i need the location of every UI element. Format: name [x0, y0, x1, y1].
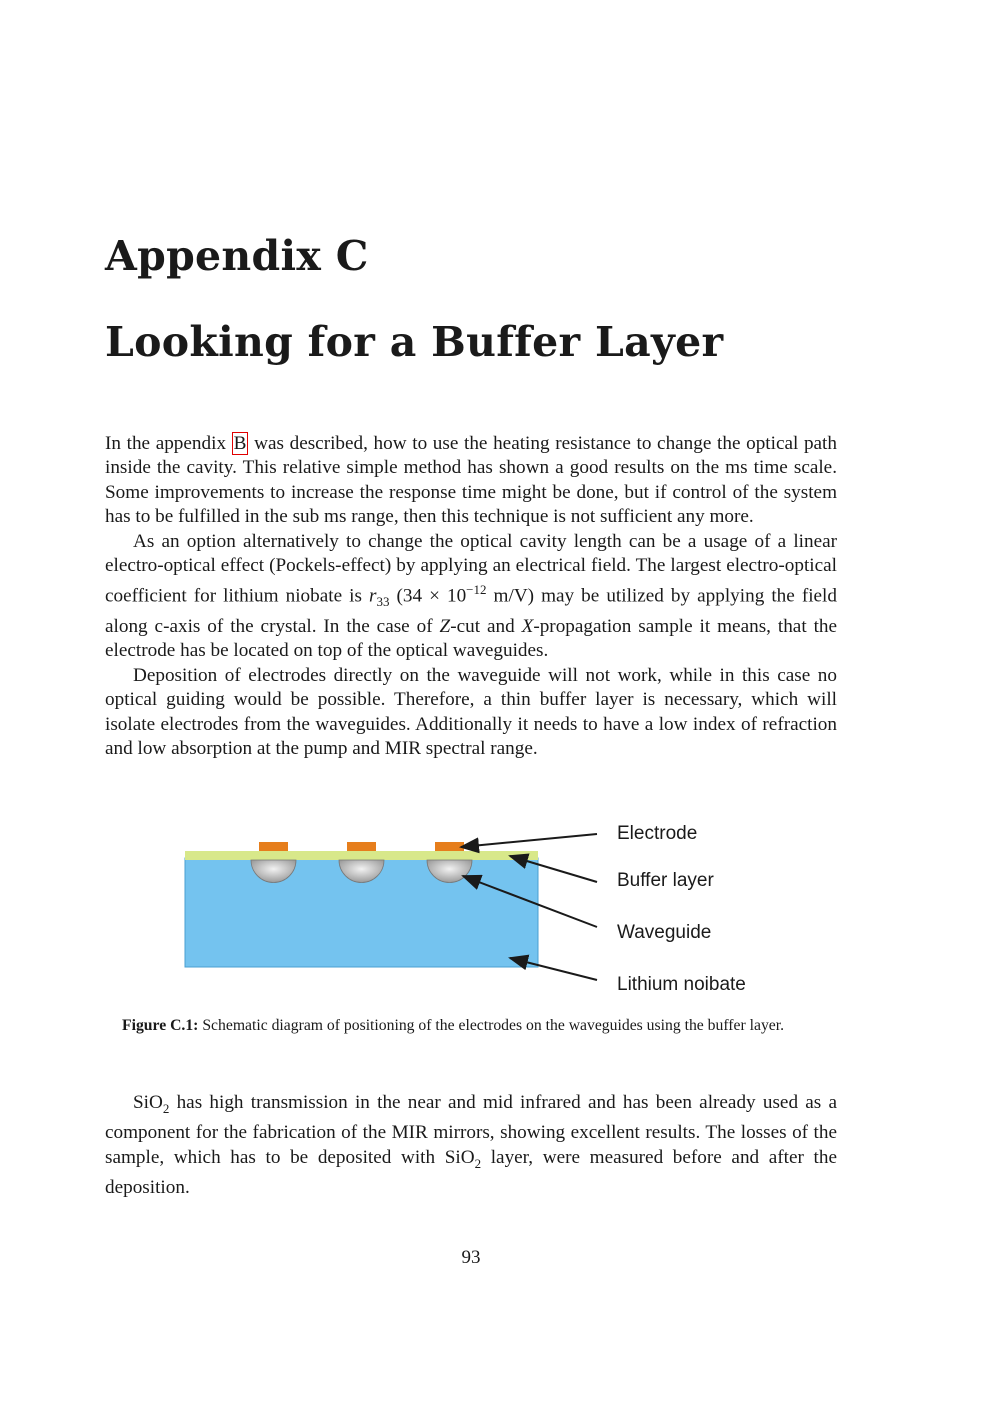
- waveguide-label: Waveguide: [617, 922, 712, 943]
- cut-text: -cut and: [450, 616, 522, 638]
- paragraph-sio2-end: layer, were measured before and after the deposition.: [105, 1146, 837, 1198]
- coefficient-value-open: (34 × 10: [389, 585, 467, 607]
- electrode-2: [347, 842, 376, 851]
- coefficient-exponent: −12: [466, 582, 487, 598]
- paragraph-sio2: [105, 1091, 837, 1200]
- substrate-label: Lithium noibate: [617, 974, 746, 995]
- sio2-formula: SiO: [133, 1092, 163, 1113]
- figure-caption-text: Schematic diagram of positioning of the electrodes on the waveguides using the buffer layer.: [198, 1017, 785, 1034]
- coefficient-symbol: r: [368, 585, 377, 607]
- electrode-1: [259, 842, 288, 851]
- electrode-label: Electrode: [617, 823, 698, 844]
- chapter-title: Looking for a Buffer Layer: [105, 318, 724, 366]
- electrode-3: [435, 842, 464, 851]
- page-number: 93: [461, 1247, 481, 1268]
- paragraph-deposition: Deposition of electrodes directly on the waveguide will not work, while in this case no optical guiding would be possible. Therefore, a thin buffer layer is necessary, which will isolate electrodes from the waveguides. Additionally it needs to have a low index of refraction and low absorption at the pump and MIR spectral range.: [105, 664, 837, 760]
- figure-caption: [122, 1015, 822, 1036]
- chapter-label: Appendix C: [105, 232, 369, 280]
- sio2-subscript: 2: [162, 1100, 170, 1116]
- paragraph-sio2-start: has high transmission in the near and mid infrared and has been already used as a component for the fabrication of the MIR mirrors, showing excellent results. The losses of the sample, which has to be deposited with: [105, 1092, 837, 1168]
- paragraph-pockels-end: -propagation sample it means, that the electrode has be located on top of the optical waveguides.: [105, 616, 838, 662]
- paragraph-intro-start: In the appendix: [105, 433, 232, 454]
- substrate-arrow: [510, 958, 597, 980]
- coefficient-value-close: m/V) may be utilized by applying the field along c-axis of the crystal. In the case of: [105, 585, 837, 638]
- paragraph-intro: [105, 432, 837, 762]
- z-axis-symbol: Z: [439, 616, 451, 638]
- paragraph-intro-rest: was described, how to use the heating resistance to change the optical path inside the cavity. This relative simple method has shown a good results on the ms time scale. Some improvements to increase the response time might be done, but if control of the system has to be fulfilled in the sub ms range, then this technique is not sufficient any more.: [105, 433, 837, 528]
- buffer-layer-figure: [175, 814, 795, 1004]
- figure-caption-label: Figure C.1:: [122, 1017, 199, 1034]
- sio2-formula-2: SiO: [444, 1146, 475, 1168]
- electrode-arrow: [461, 834, 597, 847]
- x-axis-symbol: X: [521, 616, 534, 638]
- buffer-layer: [185, 851, 538, 860]
- paragraph-pockels-start: As an option alternatively to change the optical cavity length can be a usage of a linear electro-optical effect (Pockels-effect) by applying an electrical field. The largest electro-optical coefficient for lithium niobate is: [105, 530, 837, 607]
- sio2-subscript-2: 2: [474, 1155, 482, 1171]
- coefficient-subscript: 33: [376, 594, 390, 610]
- appendix-b-link[interactable]: B: [233, 433, 247, 454]
- buffer-layer-label: Buffer layer: [617, 870, 714, 891]
